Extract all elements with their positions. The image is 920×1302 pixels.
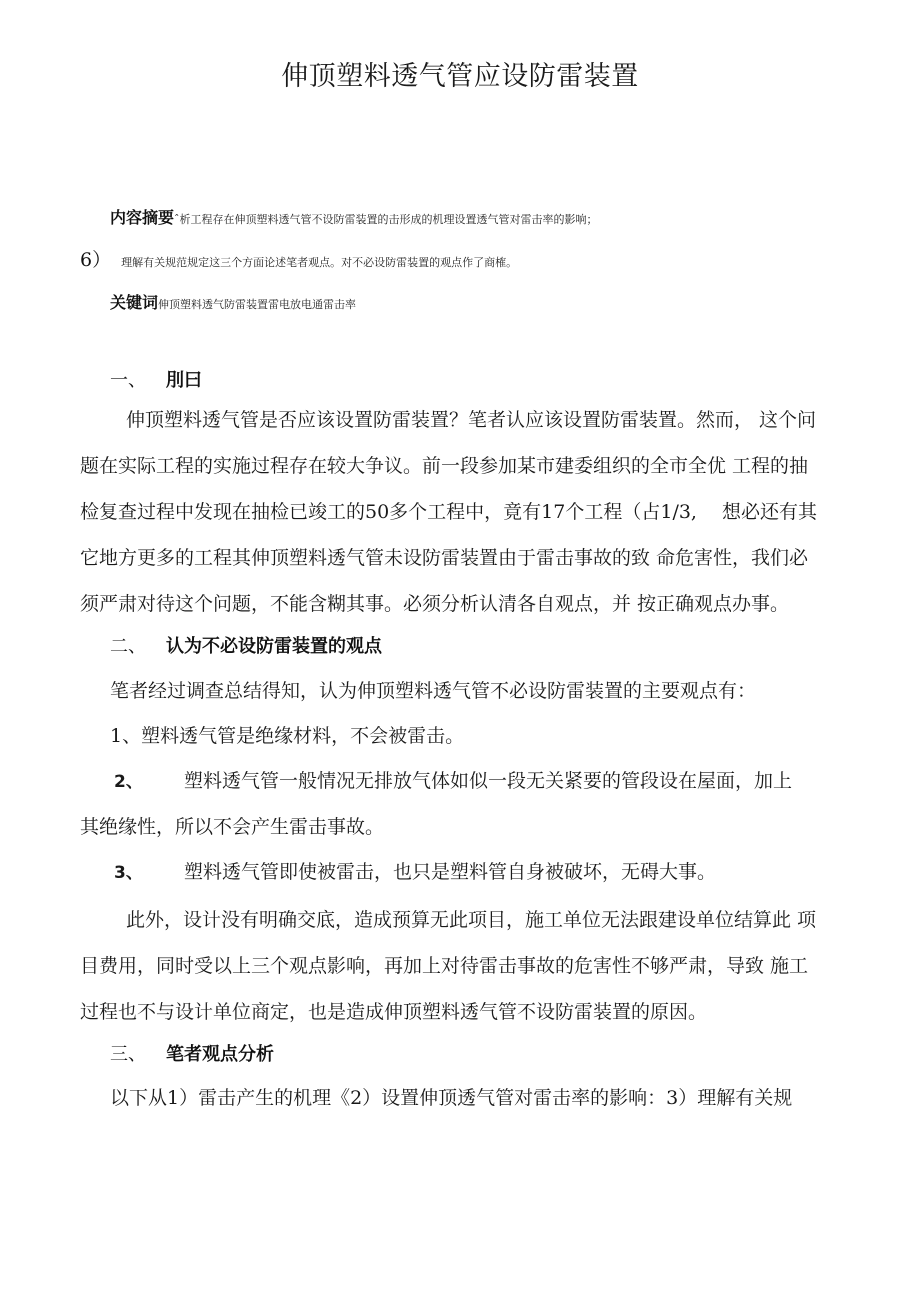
abstract-line-2 xyxy=(80,245,517,272)
section-3-number: 三、 xyxy=(110,1044,146,1065)
paragraph-line: 题在实际工程的实施过程存在较大争议。前一段参加某市建委组织的全市全优 工程的抽 xyxy=(80,455,809,477)
abstract-number: 6） xyxy=(80,249,112,271)
section-3-heading xyxy=(110,1040,274,1066)
paragraph-line: 检复查过程中发现在抽检已竣工的50多个工程中，竟有17个工程（占1/3, 想必还有其 xyxy=(80,501,818,523)
paragraph-line: 伸顶塑料透气管是否应该设置防雷装置？笔者认应该设置防雷装置。然而， 这个问 xyxy=(126,409,817,431)
abstract-label: 内容摘要 xyxy=(110,208,175,227)
list-item-3 xyxy=(114,857,716,884)
section-2-number: 二、 xyxy=(110,636,146,657)
list-item-2-continuation: 其绝缘性，所以不会产生雷击事故。 xyxy=(80,816,385,838)
section-1-title: 刖曰 xyxy=(166,370,202,391)
document-title: 伸顶塑料透气管应设防雷装置 xyxy=(281,61,639,92)
abstract-text-2: 理解有关规范规定这三个方面论述笔者观点。对不必设防雷装置的观点作了商榷。 xyxy=(121,256,518,269)
list-item-1 xyxy=(110,721,464,748)
section-2-closing-paragraph xyxy=(80,897,890,1035)
list-item-2 xyxy=(114,766,792,793)
paragraph-line: 此外，设计没有明确交底，造成预算无此项目，施工单位无法跟建设单位结算此 项 xyxy=(126,909,817,931)
section-1-paragraph xyxy=(80,397,890,627)
paragraph-line: 须严肃对待这个问题，不能含糊其事。必须分析认清各自观点，并 按正确观点办事。 xyxy=(80,593,790,615)
abstract-text-1: ˆ析工程存在伸顶塑料透气管不设防雷装置的击形成的机理设置透气管对雷击率的影响； xyxy=(174,213,598,226)
section-2-title: 认为不必设防雷装置的观点 xyxy=(166,636,382,657)
keywords-label: 关键词 xyxy=(110,293,159,312)
section-3-title: 笔者观点分析 xyxy=(166,1044,274,1065)
list-item-1-text: 塑料透气管是绝缘材料，不会被雷击。 xyxy=(141,725,465,747)
keywords-line xyxy=(110,290,356,313)
paragraph-line: 它地方更多的工程其伸顶塑料透气管未设防雷装置由于雷击事故的致 命危害性，我们必 xyxy=(80,547,809,569)
keywords-text: 伸顶塑料透气防雷装置雷电放电通雷击率 xyxy=(158,298,357,311)
list-item-2-text: 塑料透气管一般情况无排放气体如似一段无关紧要的管段设在屋面，加上 xyxy=(184,770,793,792)
paragraph-line: 目费用，同时受以上三个观点影响，再加上对待雷击事故的危害性不够严肃，导致 施工 xyxy=(80,955,809,977)
list-item-2-number: 2、 xyxy=(114,772,143,792)
section-1-heading xyxy=(110,366,202,392)
paragraph-line: 过程也不与设计单位商定，也是造成伸顶塑料透气管不设防雷装置的原因。 xyxy=(80,1001,708,1023)
abstract-line-1 xyxy=(110,205,598,228)
list-item-3-text: 塑料透气管即使被雷击，也只是塑料管自身被破坏，无碍大事。 xyxy=(184,861,717,883)
section-1-number: 一、 xyxy=(110,370,146,391)
list-item-1-number: 1、 xyxy=(110,725,142,747)
section-3-paragraph-line: 以下从1）雷击产生的机理《2）设置伸顶透气管对雷击率的影响：3）理解有关规 xyxy=(110,1087,793,1109)
section-2-heading xyxy=(110,632,382,658)
section-2-intro: 笔者经过调查总结得知，认为伸顶塑料透气管不必设防雷装置的主要观点有： xyxy=(110,680,757,702)
list-item-3-number: 3、 xyxy=(114,863,143,883)
